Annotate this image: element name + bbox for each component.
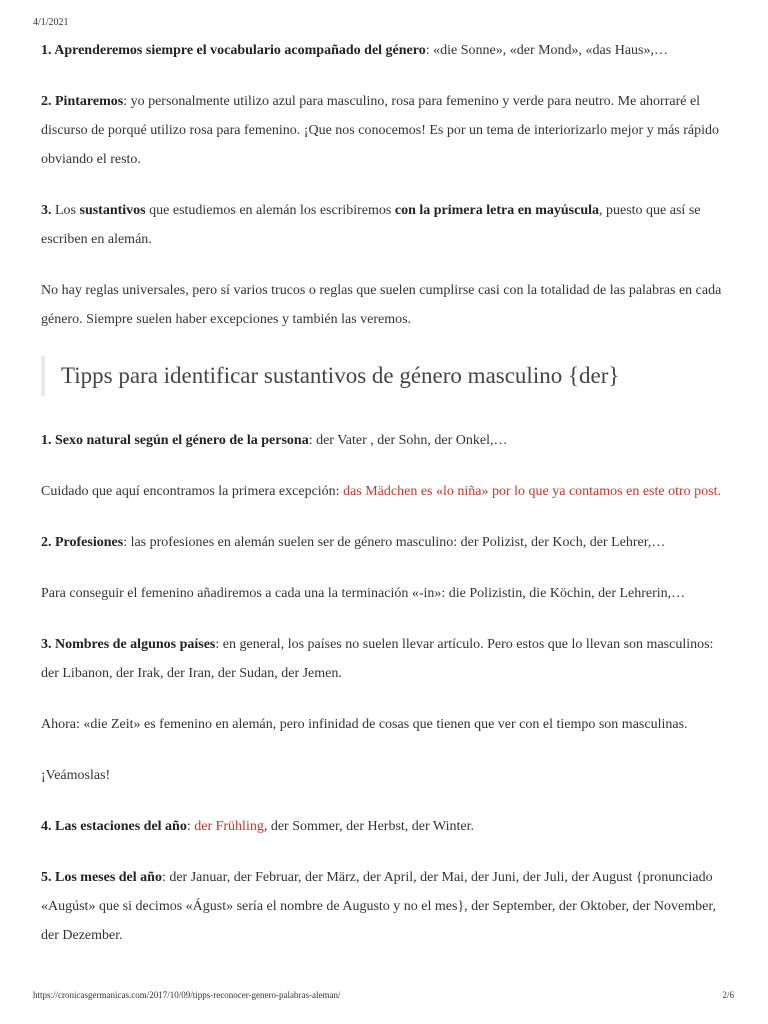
bold-lead: 4. Las estaciones del año bbox=[41, 819, 187, 834]
bold-lead: 1. Sexo natural según el género de la persona bbox=[41, 433, 309, 448]
section-heading: Tipps para identificar sustantivos de género masculino {der} bbox=[41, 356, 731, 396]
paragraph-text: : «die Sonne», «der Mond», «das Haus»,… bbox=[425, 43, 668, 58]
bold-lead: 2. Pintaremos bbox=[41, 94, 124, 109]
paragraph-zeit: Ahora: «die Zeit» es femenino en alemán, pero infinidad de cosas que tienen que ver con el tiempo son masculinas. bbox=[41, 717, 688, 732]
article-body bbox=[41, 36, 731, 972]
paragraph-text: Los bbox=[51, 203, 80, 218]
paragraph-rules: No hay reglas universales, pero sí varios trucos o reglas que suelen cumplirse casi con la totalidad de las palabras en cada género. Siempre suelen haber excepciones y también las veremos. bbox=[41, 283, 722, 327]
paragraph-text: : der Januar, der Februar, der März, der April, der Mai, der Juni, der Juli, der August {pronunciado «Augúst» que si decimos «Águst» sería el nombre de Augusto y no el mes}, der September, der Oktober, der November, der Dezember. bbox=[41, 870, 716, 943]
paragraph-vocabulary bbox=[41, 36, 731, 65]
page-date: 4/1/2021 bbox=[33, 17, 69, 28]
paragraph-text: : yo personalmente utilizo azul para masculino, rosa para femenino y verde para neutro. Me ahorraré el discurso de porqué utilizo rosa para femenino. ¡Que nos conocemos! Es por un tema de interiorizarlo mejor y más rápido obviando el resto. bbox=[41, 94, 720, 167]
bold-lead: 3. Nombres de algunos países bbox=[41, 637, 216, 652]
bold-term: con la primera letra en mayúscula bbox=[394, 203, 599, 218]
footer-url: https://cronicasgermanicas.com/2017/10/09/tipps-reconocer-genero-palabras-aleman/ bbox=[33, 990, 341, 1000]
paragraph-natural-sex bbox=[41, 426, 731, 455]
paragraph-capitals bbox=[41, 196, 731, 254]
paragraph-professions bbox=[41, 528, 731, 557]
paragraph-veamoslas: ¡Veámoslas! bbox=[41, 768, 111, 783]
bold-lead: 2. Profesiones bbox=[41, 535, 124, 550]
bold-lead: 1. Aprenderemos siempre el vocabulario acompañado del género bbox=[41, 43, 426, 58]
bold-lead: 5. Los meses del año bbox=[41, 870, 162, 885]
paragraph-text: , puesto que así se escriben en alemán. bbox=[41, 203, 701, 247]
paragraph-text: que estudiemos en alemán los escribiremos bbox=[145, 203, 395, 218]
fruehling-link[interactable]: der Frühling bbox=[194, 819, 264, 834]
paragraph-text: : las profesiones en alemán suelen ser de género masculino: der Polizist, der Koch, der Lehrer,… bbox=[123, 535, 666, 550]
paragraph-countries bbox=[41, 630, 731, 688]
paragraph-text: , der Sommer, der Herbst, der Winter. bbox=[263, 819, 474, 834]
page-number: 2/6 bbox=[722, 990, 734, 1000]
paragraph-text: : en general, los países no suelen llevar artículo. Pero estos que lo llevan son masculinos: der Libanon, der Irak, der Iran, der Sudan, der Jemen. bbox=[41, 637, 714, 681]
bold-lead: 3. bbox=[41, 203, 52, 218]
paragraph-exception bbox=[41, 477, 731, 506]
paragraph-text: Cuidado que aquí encontramos la primera excepción: bbox=[41, 484, 344, 499]
paragraph-feminine: Para conseguir el femenino añadiremos a cada una la terminación «-in»: die Polizistin, die Köchin, der Lehrerin,… bbox=[41, 586, 686, 601]
exception-link[interactable]: das Mädchen es «lo niña» por lo que ya contamos en este otro post. bbox=[343, 484, 721, 499]
paragraph-months bbox=[41, 863, 731, 950]
paragraph-text: : der Vater , der Sohn, der Onkel,… bbox=[308, 433, 508, 448]
bold-term: sustantivos bbox=[79, 203, 146, 218]
paragraph-text: : bbox=[186, 819, 195, 834]
paragraph-colors bbox=[41, 87, 731, 174]
paragraph-seasons bbox=[41, 812, 731, 841]
